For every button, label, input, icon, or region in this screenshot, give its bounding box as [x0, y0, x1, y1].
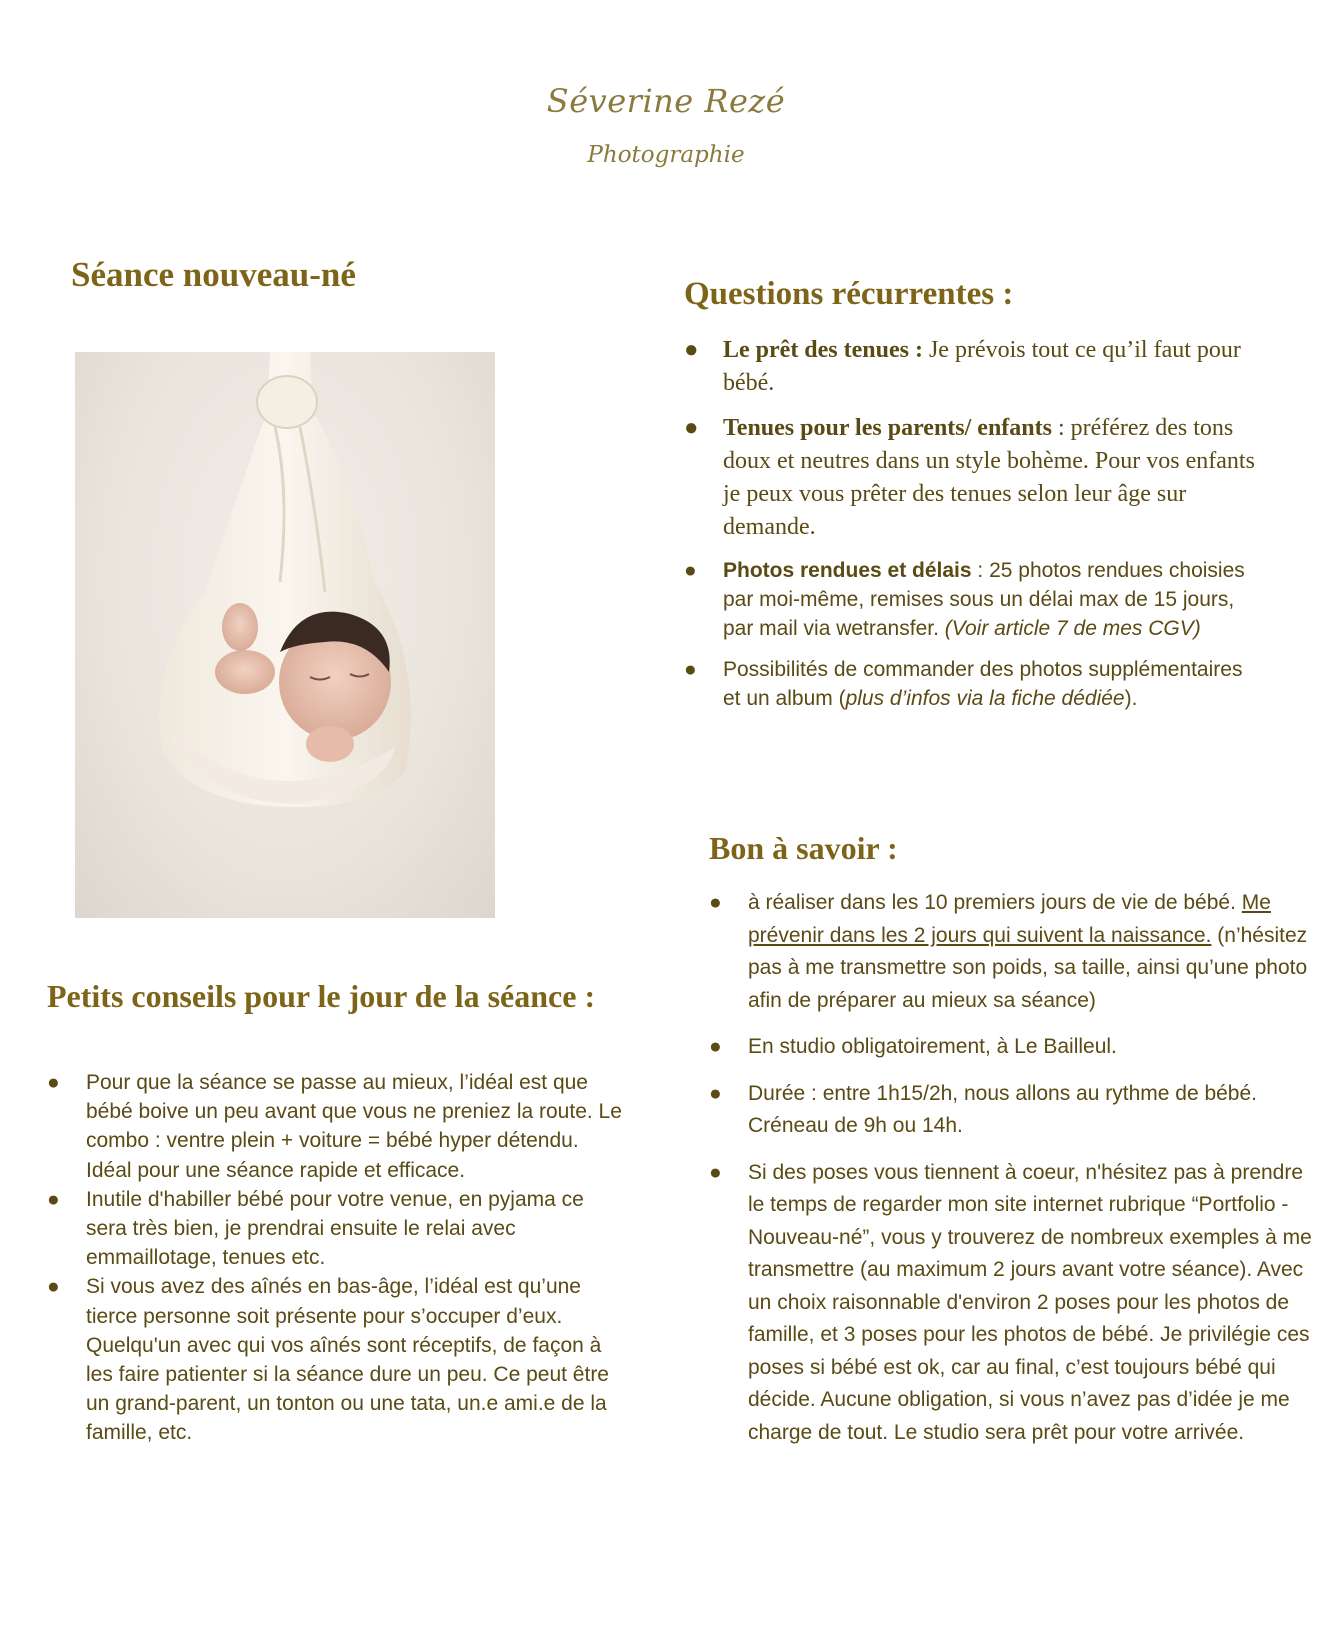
item-text: à réaliser dans les 10 premiers jours de vie de bébé.: [748, 891, 1242, 914]
bullet-icon: ●: [684, 337, 699, 363]
bullet-icon: ●: [47, 1187, 60, 1211]
newborn-illustration: [75, 352, 495, 918]
savoir-title: Bon à savoir :: [709, 830, 898, 866]
conseils-list: [47, 1068, 627, 1448]
questions-list: [684, 334, 1264, 725]
bullet-icon: ●: [47, 1275, 60, 1299]
item-text: Durée : entre 1h15/2h, nous allons au rythme de bébé. Créneau de 9h ou 14h.: [748, 1081, 1258, 1137]
item-strong: Le prêt des tenues :: [723, 337, 923, 363]
bullet-icon: ●: [684, 658, 697, 681]
item-text: Inutile d'habiller bébé pour votre venue, en pyjama ce sera très bien, je prendrai ensuite le relai avec emmaillotage, tenues etc.: [86, 1187, 584, 1270]
list-item: [47, 1068, 627, 1185]
item-text: Je prévois tout ce qu’il faut pour bébé.: [723, 337, 1241, 396]
bullet-icon: ●: [709, 1035, 722, 1058]
bullet-icon: ●: [709, 1081, 722, 1105]
item-text: Si des poses vous tiennent à coeur, n'hésitez pas à prendre le temps de regarder mon site internet rubrique “Portfolio - Nouveau-né”, vous y trouverez de nombreux exemples à me transmettre (au maximum 2 jours avant votre séance). Avec un choix raisonnable d'environ 2 poses pour les photos de famille, et 3 poses pour les photos de bébé. Je privilégie ces poses si bébé est ok, car au final, c’est toujours bébé qui décide. Aucune obligation, si vous n’avez pas d’idée je me charge de tout. Le studio sera prêt pour votre arrivée.: [748, 1160, 1312, 1444]
item-text: Pour que la séance se passe au mieux, l’idéal est que bébé boive un peu avant que vous ne preniez la route. Le combo : ventre plein + voiture = bébé hyper détendu. Idéal pour une séance rapide et efficace.: [86, 1071, 622, 1182]
item-underline: Me prévenir dans les 2 jours qui suivent la naissance.: [748, 891, 1271, 947]
item-text: En studio obligatoirement, à Le Bailleul.: [748, 1035, 1117, 1058]
item-text: : préférez des tons doux et neutres dans un style bohème. Pour vos enfants je peux vous prêter des tenues selon leur âge sur demande.: [723, 415, 1255, 540]
item-strong: Tenues pour les parents/ enfants: [723, 415, 1052, 441]
brand-name: Séverine Rezé: [546, 82, 786, 120]
item-after: ).: [1124, 687, 1138, 710]
list-item: [709, 1031, 1319, 1064]
list-item: [684, 334, 1264, 400]
item-strong: Photos rendues et délais: [723, 559, 972, 582]
item-after: (n’hésitez pas à me transmettre son poids, sa taille, ainsi qu’une photo afin de préparer au mieux sa séance): [748, 923, 1308, 1012]
brand-subtitle: Photographie: [587, 142, 745, 168]
list-item: [709, 1078, 1319, 1143]
item-italic: (Voir article 7 de mes CGV): [944, 617, 1201, 640]
newborn-photo: [75, 352, 495, 918]
item-text: Possibilités de commander des photos supplémentaires et un album (: [723, 658, 1243, 710]
list-item: [684, 655, 1264, 713]
list-item: [684, 556, 1264, 643]
questions-title: Questions récurrentes :: [684, 276, 1014, 312]
list-item: [47, 1185, 627, 1273]
conseils-title: Petits conseils pour le jour de la séance :: [47, 978, 596, 1014]
item-italic: plus d’infos via la fiche dédiée: [845, 687, 1125, 710]
item-text: : 25 photos rendues choisies par moi-même, remises sous un délai max de 15 jours, par mail via wetransfer.: [723, 559, 1245, 640]
savoir-list: [709, 887, 1319, 1463]
list-item: [47, 1272, 627, 1447]
bullet-icon: ●: [684, 559, 697, 582]
bullet-icon: ●: [684, 415, 699, 441]
list-item: [709, 1157, 1319, 1450]
list-item: [684, 412, 1264, 544]
bullet-icon: ●: [709, 1160, 722, 1184]
list-item: [709, 887, 1319, 1017]
bullet-icon: ●: [709, 891, 722, 914]
item-text: Si vous avez des aînés en bas-âge, l’idéal est qu’une tierce personne soit présente pour s’occuper d’eux. Quelqu'un avec qui vos aînés sont réceptifs, de façon à les faire patienter si la séance dure un peu. Ce peut être un grand-parent, un tonton ou une tata, un.e ami.e de la famille, etc.: [86, 1275, 609, 1445]
page-title: Séance nouveau-né: [71, 255, 356, 294]
bullet-icon: ●: [47, 1071, 60, 1094]
